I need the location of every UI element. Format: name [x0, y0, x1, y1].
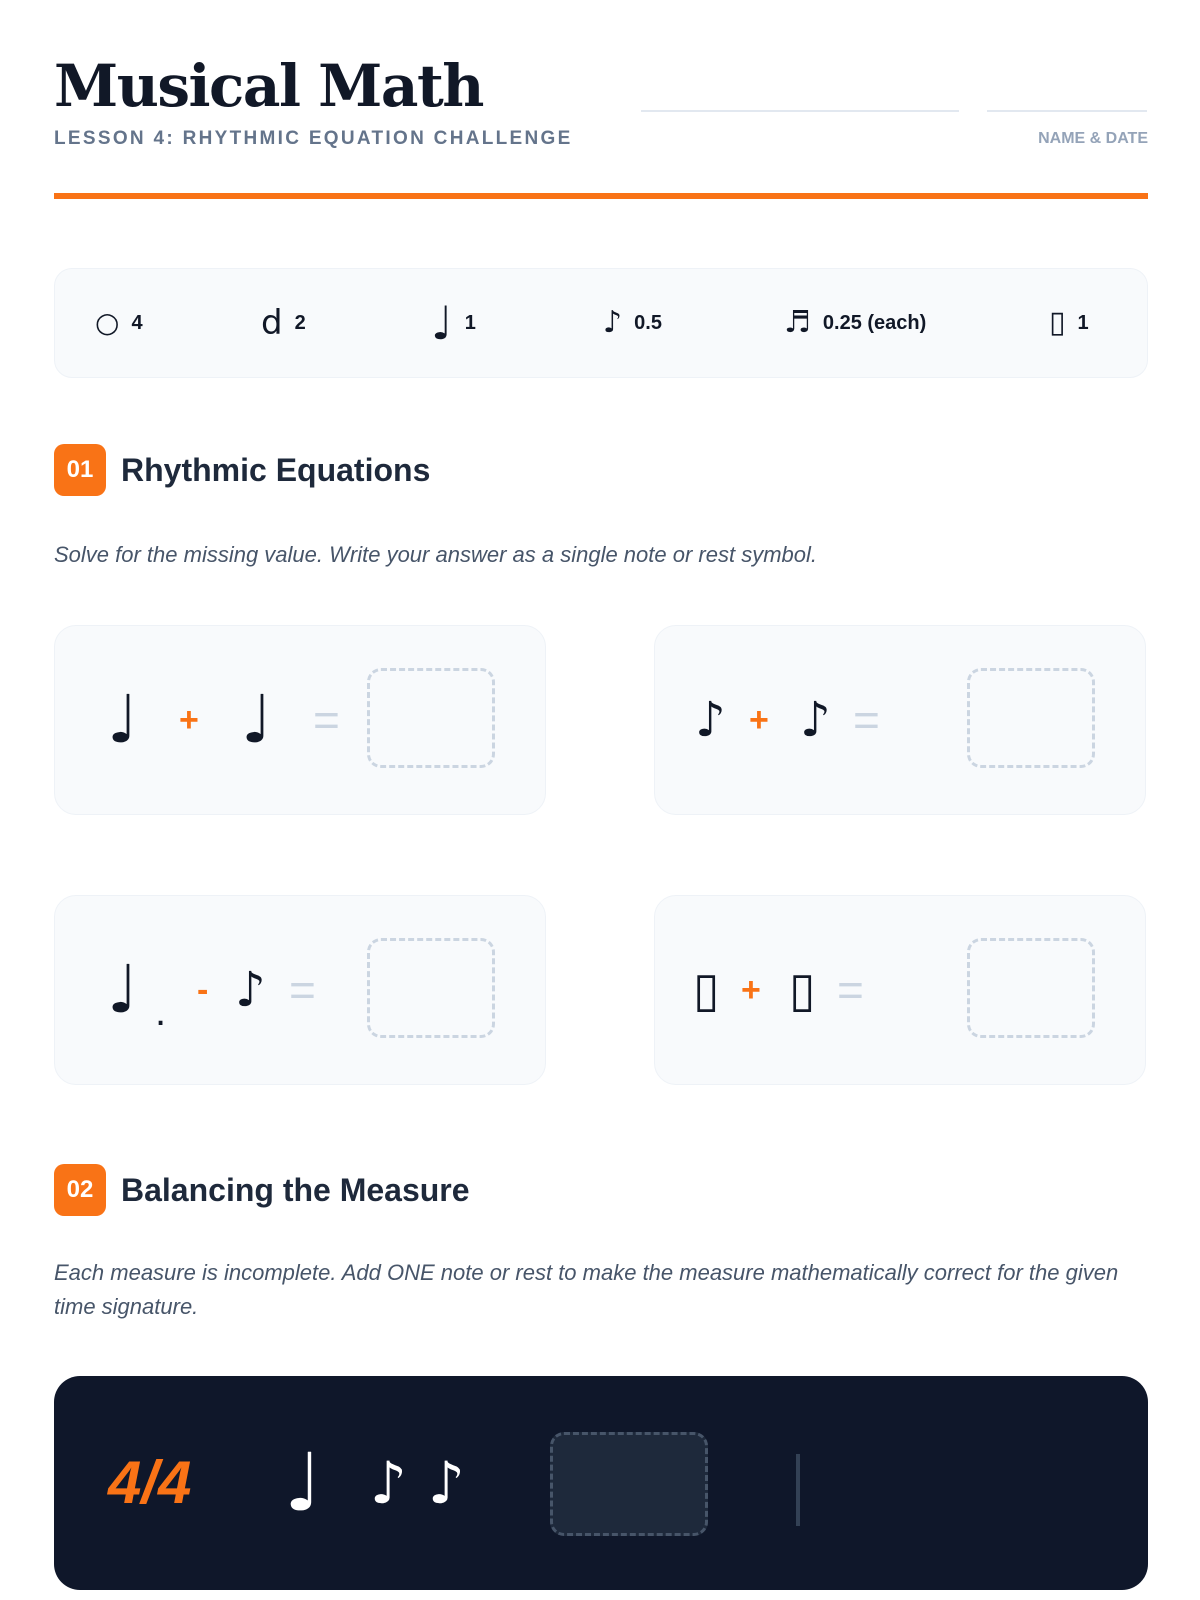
answer-box[interactable]	[967, 668, 1095, 768]
equation-card	[654, 895, 1146, 1085]
legend-item-quarter-note	[431, 269, 476, 377]
legend-value: 4	[131, 311, 143, 334]
legend-item-half-note	[261, 269, 306, 377]
eighth-note-icon: ♪	[235, 962, 266, 1018]
eighth-note-icon: ♪	[428, 1449, 466, 1517]
name-date-label: NAME & DATE	[1038, 130, 1148, 147]
equation-card	[54, 895, 546, 1085]
note-value-legend	[54, 268, 1148, 378]
barline	[796, 1454, 800, 1526]
section-instructions: Each measure is incomplete. Add ONE note or rest to make the measure mathematically correct for the given time signature.	[54, 1260, 1119, 1319]
plus-operator: +	[749, 701, 769, 739]
plus-operator: +	[741, 971, 761, 1009]
section-instructions: Solve for the missing value. Write your answer as a single note or rest symbol.	[54, 542, 817, 567]
equation-card	[54, 625, 546, 815]
answer-box[interactable]	[367, 668, 495, 768]
half-note-icon: d	[261, 303, 283, 343]
dot-symbol: .	[155, 990, 167, 1034]
quarter-rest-icon: ▯	[693, 962, 720, 1018]
measure-answer-box[interactable]	[550, 1432, 708, 1536]
eighth-note-icon: ♪	[370, 1449, 408, 1517]
sixteenth-notes-icon: ♬	[784, 305, 811, 340]
equals-sign: =	[853, 694, 880, 746]
equals-sign: =	[837, 964, 864, 1016]
eighth-note-icon: ♪	[800, 692, 831, 748]
legend-value: 0.25 (each)	[822, 311, 927, 334]
eighth-note-icon: ♪	[603, 305, 623, 340]
name-write-line[interactable]	[641, 110, 959, 112]
quarter-note-icon: ♩	[107, 681, 139, 758]
time-signature: 4/4	[108, 1449, 192, 1516]
legend-item-sixteenth-notes	[784, 269, 926, 377]
minus-operator: -	[197, 971, 209, 1009]
quarter-note-icon: ♩	[241, 681, 273, 758]
section-title: Rhythmic Equations	[121, 452, 431, 488]
legend-value: 0.5	[634, 311, 662, 334]
header-divider	[54, 193, 1148, 199]
section-number-badge: 02	[54, 1164, 106, 1216]
legend-value: 1	[464, 311, 476, 334]
eighth-note-icon: ♪	[695, 692, 726, 748]
plus-operator: +	[179, 701, 199, 739]
equals-sign: =	[289, 964, 316, 1016]
quarter-note-icon: ♩	[284, 1436, 322, 1529]
legend-value: 1	[1077, 311, 1089, 334]
equals-sign: =	[313, 694, 340, 746]
legend-value: 2	[294, 311, 306, 334]
answer-box[interactable]	[367, 938, 495, 1038]
date-write-line[interactable]	[987, 110, 1147, 112]
quarter-note-icon: ♩	[431, 296, 453, 350]
whole-note-icon: ○	[95, 306, 120, 339]
section-title: Balancing the Measure	[121, 1172, 470, 1208]
legend-item-eighth-note	[603, 269, 662, 377]
measure-strip	[54, 1376, 1148, 1590]
legend-item-whole-note	[95, 269, 143, 377]
quarter-rest-icon: ▯	[1049, 305, 1066, 340]
quarter-rest-icon: ▯	[789, 962, 816, 1018]
answer-box[interactable]	[967, 938, 1095, 1038]
legend-item-quarter-rest	[1049, 269, 1089, 377]
worksheet-page	[54, 0, 1148, 1600]
quarter-note-icon: ♩	[107, 951, 139, 1028]
equation-card	[654, 625, 1146, 815]
page-title: Musical Math	[54, 52, 483, 120]
section-number-badge: 01	[54, 444, 106, 496]
lesson-subtitle: LESSON 4: RHYTHMIC EQUATION CHALLENGE	[54, 128, 573, 149]
